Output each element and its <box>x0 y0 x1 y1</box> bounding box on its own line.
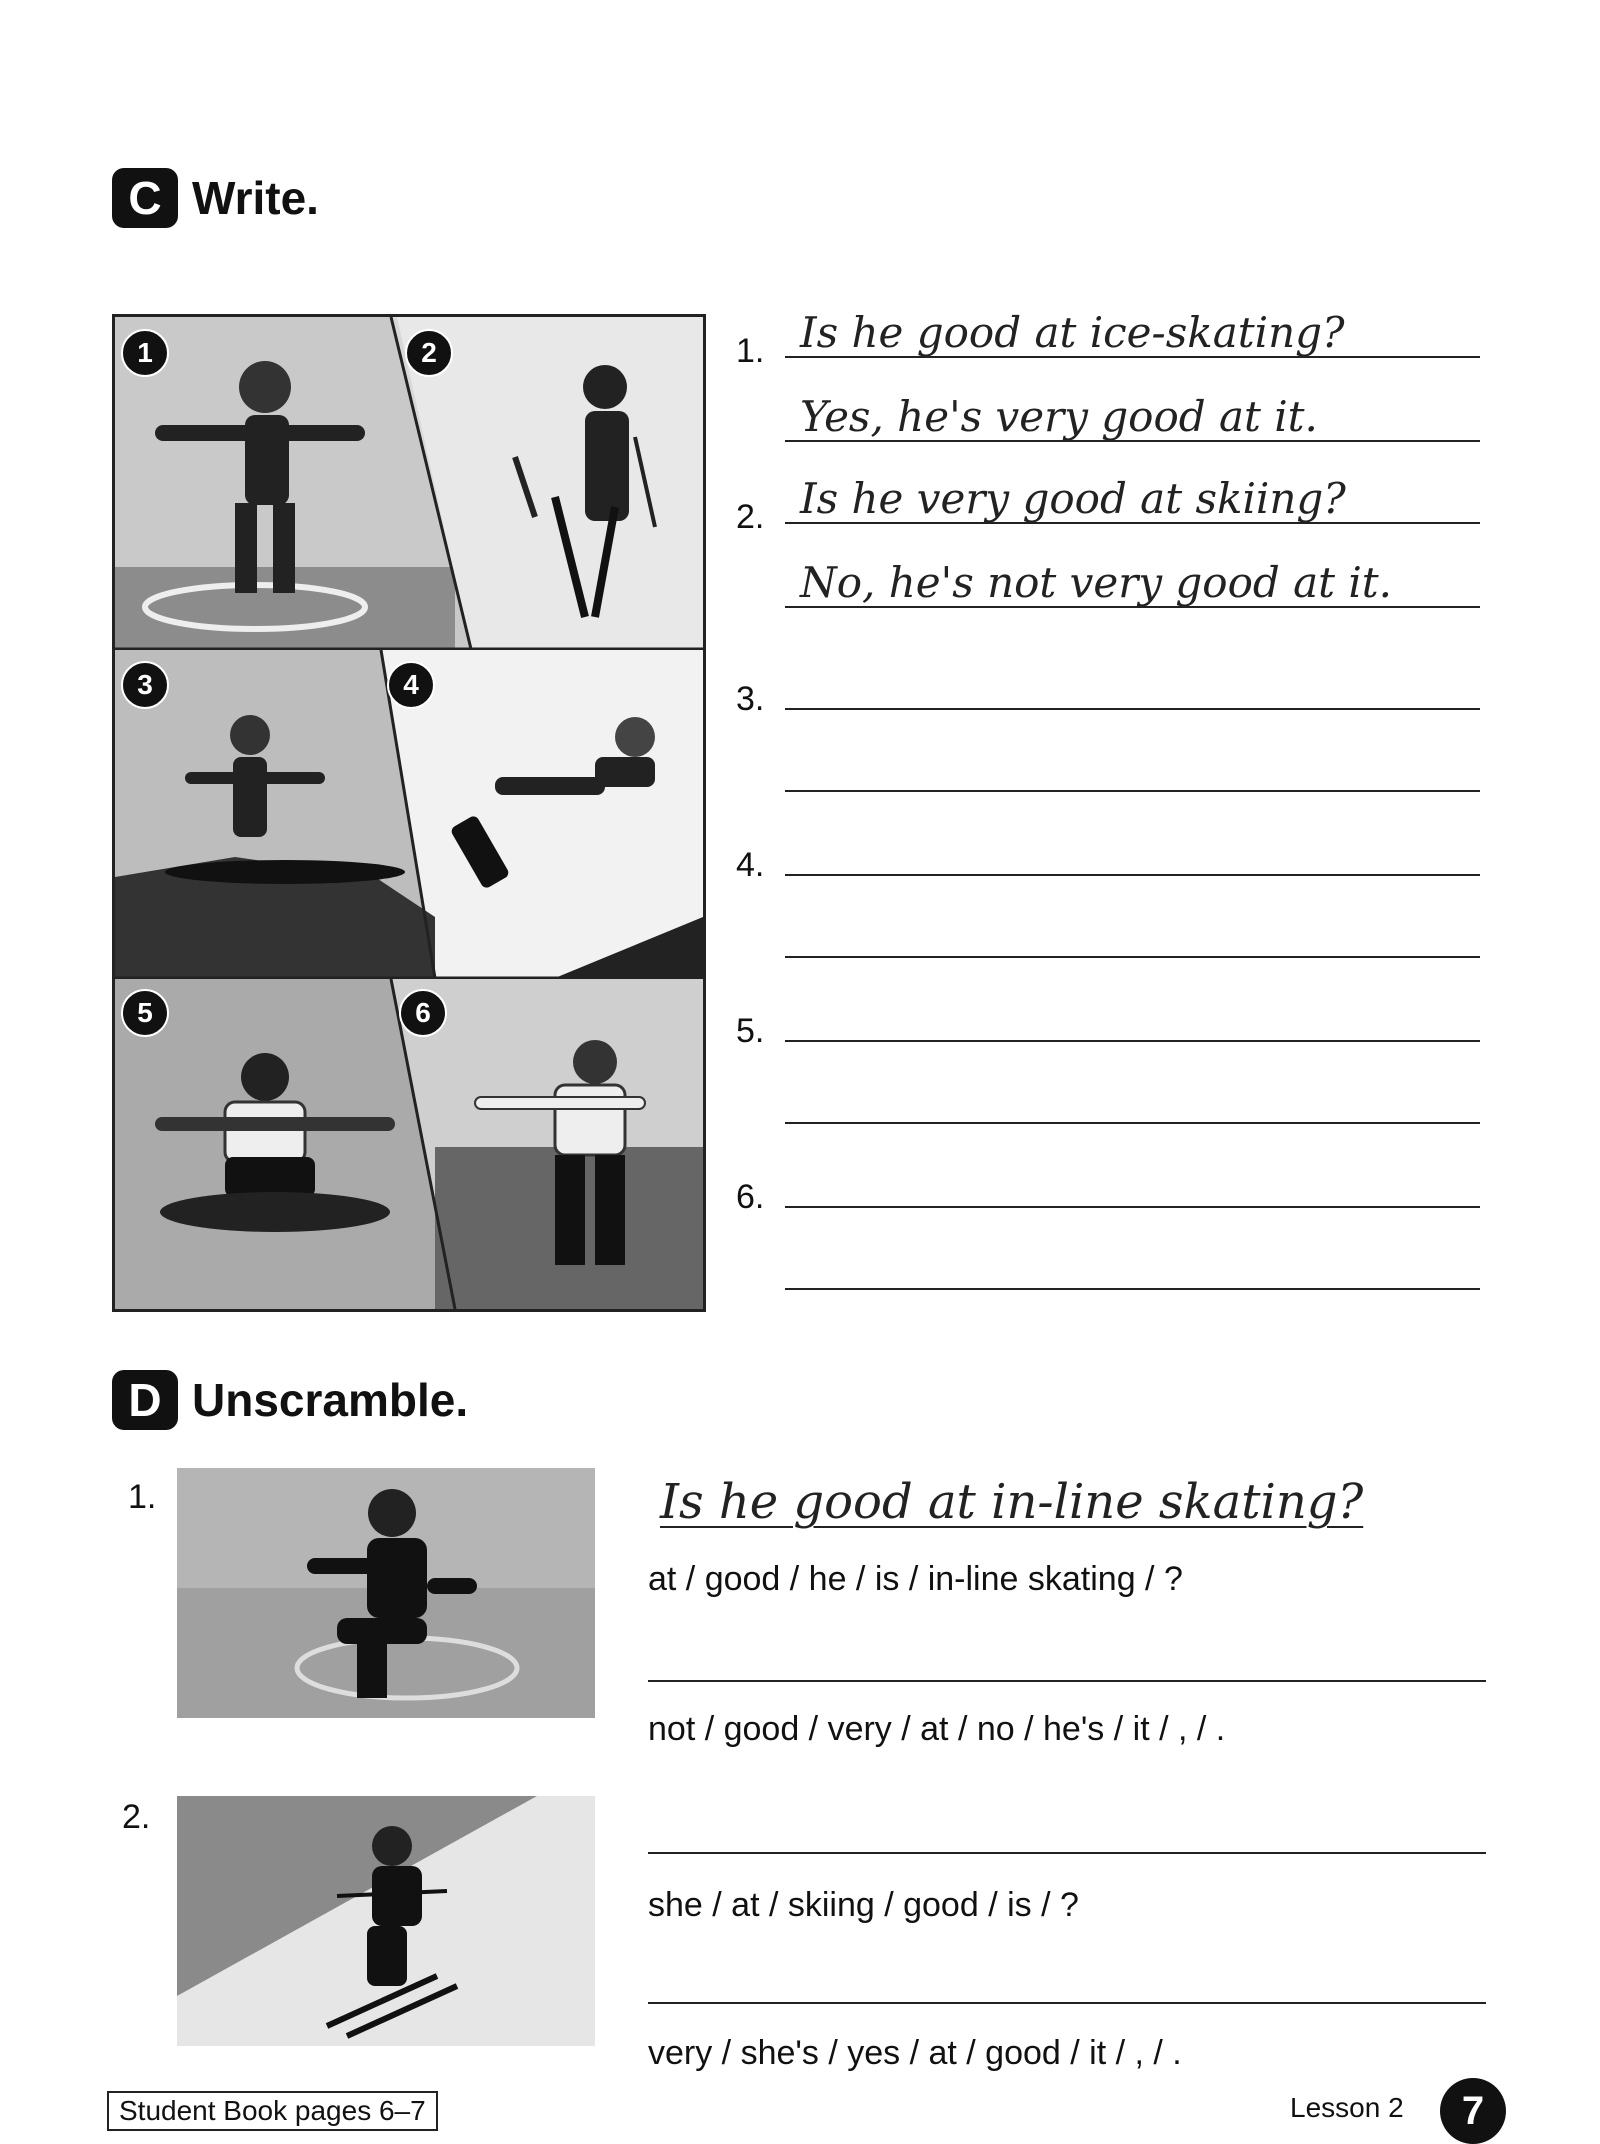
scrambled-words: at / good / he / is / in-line skating / ? <box>648 1560 1183 1598</box>
item-number: 5. <box>736 1012 765 1050</box>
section-c-badge: C <box>112 168 178 228</box>
writing-line[interactable] <box>785 790 1480 792</box>
scrambled-words: she / at / skiing / good / is / ? <box>648 1886 1079 1924</box>
writing-line[interactable] <box>785 708 1480 710</box>
writing-line[interactable] <box>785 1206 1480 1208</box>
item-number: 1. <box>736 332 765 370</box>
panel-number-1: 1 <box>121 329 169 377</box>
section-c-title: Write. <box>192 172 319 224</box>
skier-photo <box>177 1796 595 2046</box>
writing-line[interactable] <box>785 1040 1480 1042</box>
writing-line[interactable] <box>648 2002 1486 2004</box>
item-number: 3. <box>736 680 765 718</box>
writing-line[interactable] <box>785 440 1480 442</box>
writing-line[interactable] <box>785 956 1480 958</box>
section-d-title: Unscramble. <box>192 1374 469 1426</box>
page-number: 7 <box>1440 2078 1506 2144</box>
inline-skater-photo <box>177 1468 595 1718</box>
handwritten-answer: Yes, he's very good at it. <box>800 392 1318 441</box>
panel-number-6: 6 <box>399 989 447 1037</box>
writing-line[interactable] <box>648 1852 1486 1854</box>
example-answer: Is he good at in-line skating? <box>660 1474 1364 1530</box>
panel-number-4: 4 <box>387 661 435 709</box>
writing-line[interactable] <box>785 606 1480 608</box>
activity-picture-panels <box>112 314 706 1312</box>
student-book-reference: Student Book pages 6–7 <box>107 2091 438 2131</box>
handwritten-answer: Is he very good at skiing? <box>800 474 1346 523</box>
lesson-label: Lesson 2 <box>1290 2092 1404 2123</box>
section-d-badge: D <box>112 1370 178 1430</box>
panel-illustrations <box>115 317 703 1309</box>
writing-line[interactable] <box>785 522 1480 524</box>
panel-number-2: 2 <box>405 329 453 377</box>
writing-line[interactable] <box>785 1122 1480 1124</box>
writing-line[interactable] <box>648 1680 1486 1682</box>
scrambled-words: not / good / very / at / no / he's / it / , / . <box>648 1710 1226 1748</box>
item-number: 6. <box>736 1178 765 1216</box>
panel-number-5: 5 <box>121 989 169 1037</box>
panel-number-3: 3 <box>121 661 169 709</box>
writing-line[interactable] <box>785 356 1480 358</box>
section-d-header <box>112 1370 468 1430</box>
handwritten-answer: Is he good at ice-skating? <box>800 308 1345 357</box>
item-number: 1. <box>128 1478 157 1516</box>
item-number: 2. <box>736 498 765 536</box>
scrambled-words: very / she's / yes / at / good / it / , / . <box>648 2034 1182 2072</box>
writing-line[interactable] <box>785 1288 1480 1290</box>
item-number: 4. <box>736 846 765 884</box>
handwritten-answer: No, he's not very good at it. <box>800 558 1393 607</box>
writing-line[interactable] <box>785 874 1480 876</box>
section-c-header <box>112 168 319 228</box>
item-number: 2. <box>122 1798 151 1836</box>
